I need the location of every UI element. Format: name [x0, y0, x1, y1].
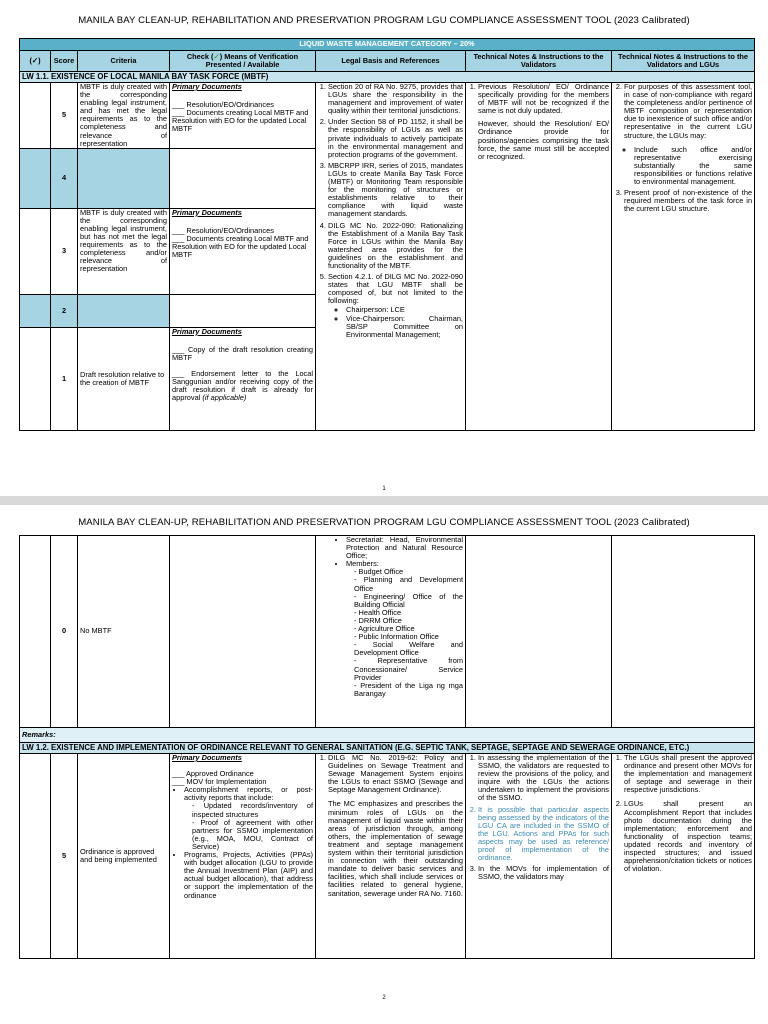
tech-validators-cell — [466, 754, 612, 959]
check-cell[interactable] — [20, 327, 51, 430]
list-item — [478, 83, 609, 161]
category-title: LIQUID WASTE MANAGEMENT CATEGORY – 20% — [20, 39, 755, 51]
section-title-lw12: LW 1.2. EXISTENCE AND IMPLEMENTATION OF ORDINANCE RELEVANT TO GENERAL SANITATION (E.G. SEPTIC TANK, SEPTAGE, SEPTAGE AND SEWERAGE ORDINANCE, ETC.) — [20, 743, 755, 754]
score-cell: 5 — [51, 83, 78, 149]
mov-item-note: (if applicable) — [202, 393, 247, 403]
header-row — [20, 51, 755, 72]
mov-item — [172, 370, 313, 402]
mov-bullet-text: Accomplishment reports, or post-activity reports that include: — [184, 785, 313, 803]
header-criteria: Criteria — [78, 51, 170, 72]
primary-documents-label: Primary Documents — [172, 82, 242, 91]
list-item: 2. LGUs shall present an Accomplishment Report that includes photo documentation during the implementation; enforcement and functionality of inspection teams; updated records and inventory of inspected structures; and issued apprehension/citation tickets or notices of violation. — [624, 800, 752, 873]
criteria-cell: Draft resolution relative to the creation of MBTF — [78, 327, 170, 430]
list-item: ◦ Vice-Chairperson: Chairman, SB/SP Committee on Environmental Management; — [346, 315, 463, 339]
mov-cell — [170, 208, 316, 294]
list-item: - Public Information Office — [354, 633, 463, 641]
score-cell: 5 — [51, 754, 78, 959]
check-cell[interactable] — [20, 83, 51, 149]
tech-both-cell — [612, 536, 755, 728]
list-item — [184, 786, 313, 851]
mov-item: ___ Resolution/EO/Ordinances — [172, 225, 274, 235]
mov-cell — [170, 754, 316, 959]
list-item: 4. DILG MC No. 2022-090: Rationalizing the Establishment of a Manila Bay Task Force in LGUs within the Manila Bay watershed area provides for the guidelines on the establishment and functionality of the MBTF. — [328, 222, 463, 271]
primary-documents-label: Primary Documents — [172, 208, 242, 217]
list-item: • Secretariat: Head, Environmental Protection and Natural Resource Office; — [346, 536, 463, 560]
mov-item: ___ MOV for Implementation — [172, 777, 267, 787]
legal-basis-cell — [316, 83, 466, 431]
list-item: • Programs, Projects, Activities (PPAs) with budget allocation (LGU to provide the Annual Investment Plan (AIP) and actual budget allocation), that address or support the implementation of the ordinance — [184, 851, 313, 900]
header-tech-validators: Technical Notes & Instructions to the Validators — [466, 51, 612, 72]
table-row-lw12-score-5 — [20, 754, 755, 959]
list-item: - Engineering/ Office of the Building Official — [354, 593, 463, 609]
list-item — [328, 273, 463, 339]
list-item: 1. Section 20 of RA No. 9275, provides that LGUs share the responsibility in the management and improvement of water quality within their territorial jurisdictions. — [328, 83, 463, 115]
list-item: 2. Under Section 58 of PD 1152, it shall be the responsibility of LGUs as well as private individuals to actively participate in the environmental management and protection programs of the government. — [328, 118, 463, 158]
score-cell: 0 — [51, 536, 78, 728]
mov-cell — [170, 536, 316, 728]
list-item: ◦ Include such office and/or representative exercising substantially the same responsibilities or functions relative to environmental management. — [634, 146, 752, 186]
tech-note-text: However, should the Resolution/ EO/ Ordinance provide for positions/agencies comprising the task force, the same must still be accepted or recognized. — [478, 119, 609, 161]
table-row-score-5 — [20, 83, 755, 149]
list-item — [328, 754, 463, 898]
header-mov-pre: Check ( — [186, 52, 214, 61]
mov-cell — [170, 294, 316, 327]
score-cell: 1 — [51, 327, 78, 430]
header-tech-both: Technical Notes & Instructions to the Validators and LGUs — [612, 51, 755, 72]
criteria-cell: No MBTF — [78, 536, 170, 728]
section-row-lw12 — [20, 743, 755, 754]
score-cell: 3 — [51, 208, 78, 294]
document-title: MANILA BAY CLEAN-UP, REHABILITATION AND PRESERVATION PROGRAM LGU COMPLIANCE ASSESSMENT TOOL (2023 Calibrated) — [78, 15, 690, 26]
criteria-cell: Ordinance is approved and being implemented — [78, 754, 170, 959]
legal-item-text: Section 4.2.1. of DILG MC No. 2022-090 states that LGU MBTF shall be composed of, but not limited to the following: — [328, 272, 463, 306]
list-item: - Proof of agreement with other partners for SSMO implementation (e.g., MOA, MOU, Contract of Service) — [192, 819, 313, 851]
assessment-table-page-1 — [19, 38, 755, 431]
mov-item: ___ Documents creating Local MBTF and Resolution with EO for the updated Local MBTF — [172, 108, 309, 134]
tech-validators-cell — [466, 536, 612, 728]
table-row-score-0 — [20, 536, 755, 728]
document-title: MANILA BAY CLEAN-UP, REHABILITATION AND PRESERVATION PROGRAM LGU COMPLIANCE ASSESSMENT TOOL (2023 Calibrated) — [78, 517, 690, 528]
page-2 — [0, 505, 768, 1024]
mov-item-text: ___ Endorsement letter to the Local Sanggunian and/or receiving copy of the draft resolution if draft is already for approval — [172, 369, 313, 403]
list-item: - Updated records/inventory of inspected structures — [192, 802, 313, 818]
list-item: 2. It is possible that particular aspects being assessed by the indicators of the LGU CA are included in the SSMO of the LGU. Actions and PPAs for such aspects may be used as reference/ proof of implementation of the ordinance. — [478, 806, 609, 863]
list-item: - Social Welfare and Development Office — [354, 641, 463, 657]
list-item: 3. MBCRPP IRR, series of 2015, mandates LGUs to create Manila Bay Task Force (MBTF) or Monitoring Team responsible for the monitoring of structures or establishments relative to their compliance with liquid waste management standards. — [328, 162, 463, 219]
header-legal: Legal Basis and References — [316, 51, 466, 72]
list-item: 3. In the MOVs for implementation of SSMO, the validators may — [478, 865, 609, 881]
tech-note-text: 1. Previous Resolution/ EO/ Ordinance specifically providing for the members of MBTF will not be recognized if the same is not duly updated. — [478, 82, 609, 116]
list-item: - DRRM Office — [354, 617, 463, 625]
criteria-cell: MBTF is duly created with the corresponding enabling legal instrument, and has met the legal requirements as to the completeness and relevance of representation — [78, 83, 170, 149]
primary-documents-label: Primary Documents — [172, 753, 242, 762]
page-number: 1 — [382, 486, 386, 492]
header-check: (✓) — [20, 51, 51, 72]
page-number: 2 — [382, 995, 386, 1001]
score-cell: 2 — [51, 294, 78, 327]
mov-cell — [170, 83, 316, 149]
mov-item: ___ Documents creating Local MBTF and Resolution with EO for the updated Local MBTF — [172, 233, 309, 260]
header-mov — [170, 51, 316, 72]
list-item: 1. The LGUs shall present the approved ordinance and present other MOVs for the implementation and management of septage and sewerage in their respective jurisdictions. — [624, 754, 752, 794]
section-row-lw11 — [20, 72, 755, 83]
list-item: - Health Office — [354, 609, 463, 617]
criteria-cell — [78, 294, 170, 327]
remarks-row — [20, 728, 755, 743]
members-label: Members: — [346, 559, 379, 569]
legal-basis-cell — [316, 754, 466, 959]
mov-item: ___ Resolution/EO/Ordinances — [172, 100, 274, 110]
check-cell[interactable] — [20, 208, 51, 294]
tech-both-cell — [612, 83, 755, 431]
check-cell[interactable] — [20, 754, 51, 959]
list-item — [624, 83, 752, 186]
list-item: 1. In assessing the implementation of the SSMO, the validators are requested to review the provisions of the policy, and inquire with the LGUs the actions undertaken to implement the provisions of the SSMO. — [478, 754, 609, 803]
tech-both-cell — [612, 754, 755, 959]
legal-basis-cell — [316, 536, 466, 728]
legal-text: The MC emphasizes and prescribes the minimum roles of LGUs on the management of liquid waste within their areas of jurisdiction through, among others, the implementation of sewage treatment and septage management system within their territorial jurisdiction in connection with their outstanding mandate to deliver basic services and facilities, which shall include services or facilities related to general hygiene, sanitation, sewerage under RA No. 7160. — [328, 799, 463, 898]
mov-cell — [170, 327, 316, 430]
mov-item: ___ Approved Ordinance — [172, 769, 254, 779]
check-cell[interactable] — [20, 148, 51, 208]
list-item: - President of the Liga ng mga Barangay — [354, 682, 463, 698]
list-item: - Representative from Concessionaire/ Service Provider — [354, 657, 463, 681]
criteria-cell: MBTF is duly created with the corresponding enabling legal instrument, but has not met the legal requirements as to the completeness and/or relevance of representation — [78, 208, 170, 294]
header-score: Score — [51, 51, 78, 72]
header-mov-post: ) Means of Verification Presented / Available — [205, 52, 299, 69]
list-item: - Planning and Development Office — [354, 576, 463, 592]
mov-item: ___ Copy of the draft resolution creating MBTF — [172, 344, 313, 362]
list-item: - Agriculture Office — [354, 625, 463, 633]
list-item: 3. Present proof of non-existence of the required members of the task force in the current LGU structure. — [624, 189, 752, 213]
tech-note-text: For purposes of this assessment tool, in case of non-compliance with regard the completeness and/or pertinence of MBTF composition or representation due to inexistence of such office and/or representative in the current LGU structure, the LGUs may: — [624, 82, 753, 140]
section-title-lw11: LW 1.1. EXISTENCE OF LOCAL MANILA BAY TASK FORCE (MBTF) — [20, 72, 755, 83]
mov-cell — [170, 148, 316, 208]
page-1 — [0, 0, 768, 496]
score-cell: 4 — [51, 148, 78, 208]
check-cell[interactable] — [20, 294, 51, 327]
primary-documents-label: Primary Documents — [172, 327, 242, 336]
legal-text: 1. DILG MC No. 2019-62: Policy and Guidelines on Sewage Treatment and Sewage Management System enjoins the LGUs to enact SSMO (Sewage and Septage Management Ordinance). — [328, 753, 463, 795]
check-cell[interactable] — [20, 536, 51, 728]
assessment-table-page-2 — [19, 535, 755, 959]
tech-validators-cell — [466, 83, 612, 431]
list-item: - Budget Office — [354, 568, 463, 576]
list-item: ◦ Chairperson: LCE — [346, 306, 463, 314]
criteria-cell — [78, 148, 170, 208]
category-row — [20, 39, 755, 51]
list-item — [346, 560, 463, 698]
remarks-label[interactable]: Remarks: — [20, 728, 755, 743]
checkmark-icon: ✓ — [213, 52, 220, 61]
